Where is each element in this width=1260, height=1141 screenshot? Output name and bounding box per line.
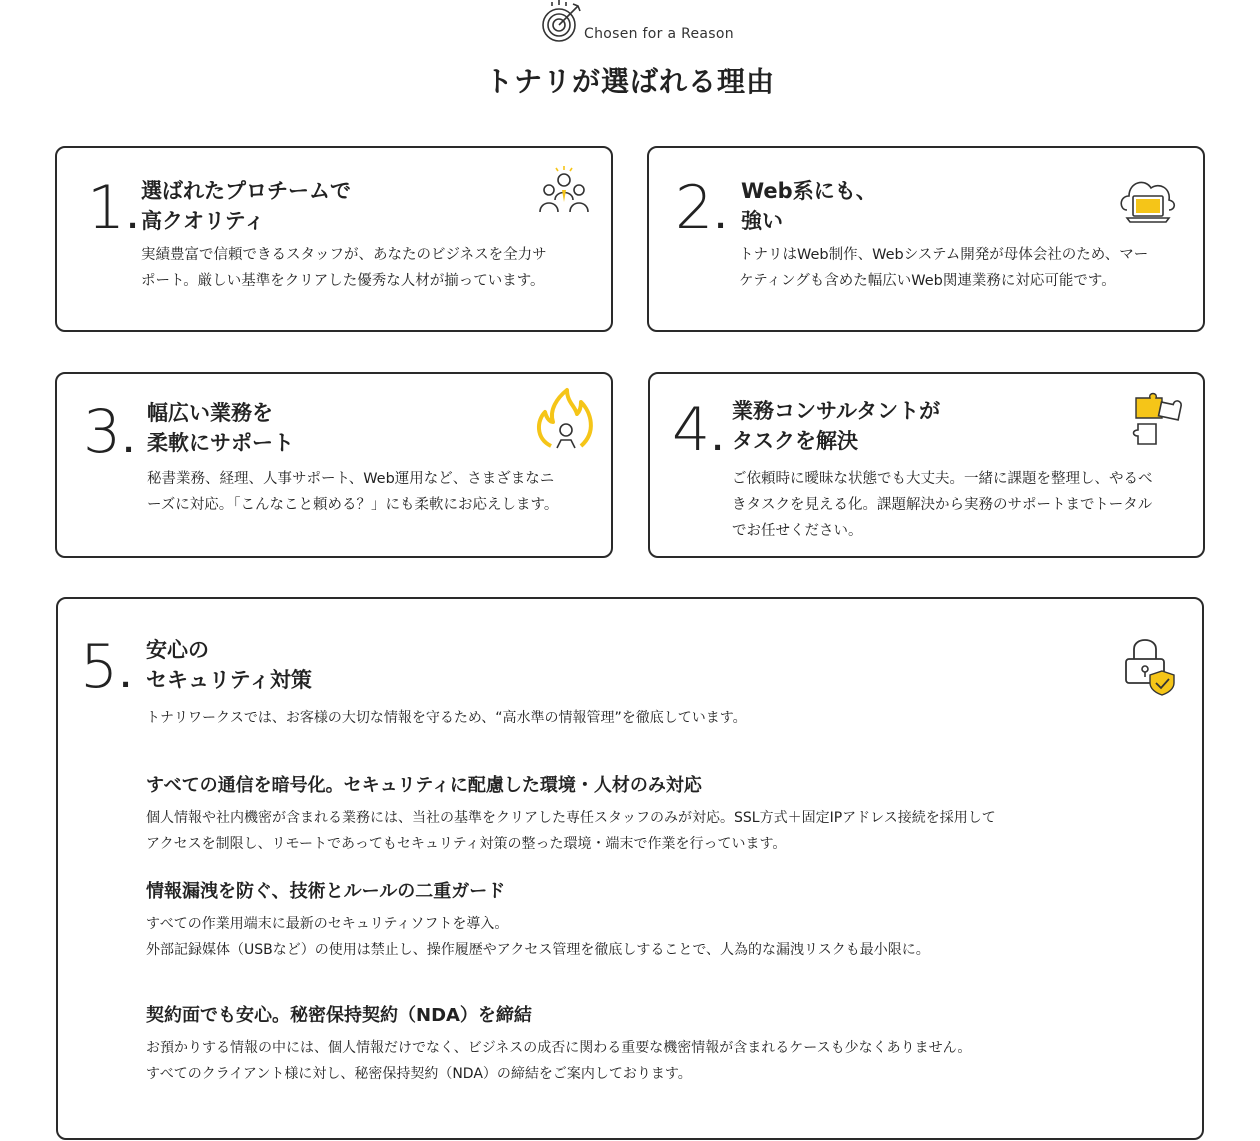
security-paragraph-line: 外部記録媒体（USBなど）の使用は禁止し、操作履歴やアクセス管理を徹底しすることで、人為的な漏洩リスクも最小限に。 xyxy=(146,942,930,958)
security-card xyxy=(56,597,1204,1140)
team-icon xyxy=(535,160,593,222)
section-tagline: Chosen for a Reason xyxy=(584,26,734,42)
reason-number: 1. xyxy=(87,173,138,243)
reason-title: 業務コンサルタントが タスクを解決 xyxy=(732,399,941,453)
security-paragraph-line: すべてのクライアント様に対し、秘密保持契約（NDA）の締結をご案内しております。 xyxy=(146,1066,692,1082)
lock-shield-icon xyxy=(1122,635,1178,699)
target-icon xyxy=(540,0,586,46)
security-subheading: すべての通信を暗号化。セキュリティに配慮した環境・人材のみ対応 xyxy=(146,775,702,796)
reason-number: 4. xyxy=(672,395,723,465)
reason-number: 2. xyxy=(675,173,726,243)
reason-title: 幅広い業務を 柔軟にサポート xyxy=(147,401,294,455)
section-title: トナリが選ばれる理由 xyxy=(484,65,775,98)
security-paragraph-line: 個人情報や社内機密が含まれる業務には、当社の基準をクリアした専任スタッフのみが対応。SSL方式＋固定IPアドレス接続を採用して xyxy=(146,810,996,826)
reason-description: 実績豊富で信頼できるスタッフが、あなたのビジネスを全力サポート。厳しい基準をクリアした優秀な人材が揃っています。 xyxy=(141,247,547,289)
reason-card-4 xyxy=(648,372,1205,558)
reason-card-1 xyxy=(55,146,613,332)
reason-card-3 xyxy=(55,372,613,558)
reason-number: 3. xyxy=(83,397,134,467)
reason-description: ご依頼時に曖昧な状態でも大丈夫。一緒に課題を整理し、やるべきタスクを見える化。課題解決から実務のサポートまでトータルでお任せください。 xyxy=(732,471,1153,539)
reason-title: 選ばれたプロチームで 高クオリティ xyxy=(141,179,351,233)
cloud-laptop-icon xyxy=(1117,170,1179,228)
reason-description: トナリはWeb制作、Webシステム開発が母体会社のため、マーケティングも含めた幅広いWeb関連業務に対応可能です。 xyxy=(739,247,1149,289)
security-paragraph-line: すべての作業用端末に最新のセキュリティソフトを導入。 xyxy=(146,916,509,932)
reason-title: Web系にも、 強い xyxy=(741,179,877,233)
flame-person-icon xyxy=(531,384,601,454)
reason-description: 秘書業務、経理、人事サポート、Web運用など、さまざまなニーズに対応。「こんなこと頼める？」にも柔軟にお応えします。 xyxy=(147,471,559,513)
security-subheading: 情報漏洩を防ぐ、技術とルールの二重ガード xyxy=(146,881,506,902)
puzzle-icon xyxy=(1130,390,1186,448)
security-paragraph-line: アクセスを制限し、リモートであってもセキュリティ対策の整った環境・端末で作業を行っています。 xyxy=(146,836,787,852)
security-subheading: 契約面でも安心。秘密保持契約（NDA）を締結 xyxy=(146,1005,532,1026)
security-number: 5. xyxy=(80,632,131,702)
security-intro: トナリワークスでは、お客様の大切な情報を守るため、“高水準の情報管理”を徹底しています。 xyxy=(146,710,747,726)
security-paragraph-line: お預かりする情報の中には、個人情報だけでなく、ビジネスの成否に関わる重要な機密情報が含まれるケースも少なくありません。 xyxy=(146,1040,972,1056)
security-title: 安心の セキュリティ対策 xyxy=(146,638,312,692)
reason-card-2 xyxy=(647,146,1205,332)
